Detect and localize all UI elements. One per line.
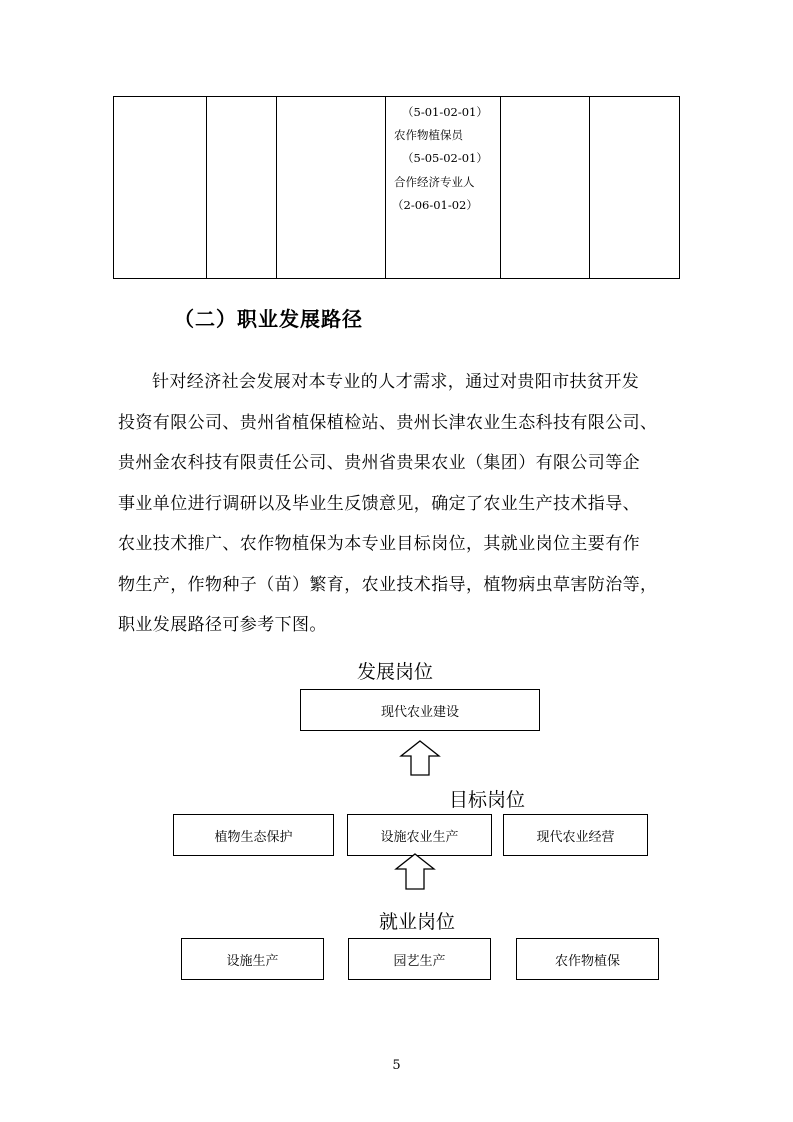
target-positions-title: 目标岗位 [449, 789, 526, 811]
paragraph-line: 物生产，作物种子（苗）繁育，农业技术指导，植物病虫草害防治等， [118, 574, 658, 595]
box-horticulture-production: 园艺生产 [348, 938, 491, 980]
table-column-divider [276, 97, 277, 278]
occupation-name-line: 合作经济专业人 [394, 174, 475, 189]
section-heading: （二）职业发展路径 [174, 307, 363, 331]
paragraph-line: 农业技术推广、农作物植保为本专业目标岗位，其就业岗位主要有作 [118, 534, 640, 554]
paragraph-line: 事业单位进行调研以及毕业生反馈意见，确定了农业生产技术指导、 [118, 493, 640, 514]
paragraph-line: 投资有限公司、贵州省植保植检站、贵州长津农业生态科技有限公司、 [118, 412, 658, 433]
box-facility-production: 设施生产 [181, 938, 324, 980]
table-column-divider [385, 97, 386, 278]
box-plant-ecology-protection: 植物生态保护 [173, 814, 334, 856]
career-table-fragment [113, 96, 680, 279]
occupation-code-line: （2-06-01-02） [392, 197, 478, 212]
page-number: 5 [392, 1058, 401, 1073]
occupation-code-line: （5-05-02-01） [402, 151, 488, 166]
up-arrow-icon [399, 740, 441, 776]
occupation-code-line: （5-01-02-01） [402, 105, 488, 119]
paragraph-line: 针对经济社会发展对本专业的人才需求，通过对贵阳市扶贫开发 [152, 372, 640, 392]
up-arrow-icon [394, 853, 436, 890]
box-facility-agriculture-production: 设施农业生产 [347, 814, 492, 856]
table-column-divider [206, 97, 207, 278]
table-column-divider [589, 97, 590, 278]
development-positions-title: 发展岗位 [357, 661, 434, 683]
paragraph-line: 职业发展路径可参考下图。 [118, 615, 327, 635]
box-modern-agriculture-construction: 现代农业建设 [300, 689, 540, 731]
occupation-name-line: 农作物植保员 [394, 128, 463, 143]
employment-positions-title: 就业岗位 [379, 911, 456, 933]
paragraph-line: 贵州金农科技有限责任公司、贵州省贵果农业（集团）有限公司等企 [118, 453, 640, 473]
box-modern-agriculture-management: 现代农业经营 [503, 814, 648, 856]
box-crop-protection: 农作物植保 [516, 938, 659, 980]
table-column-divider [500, 97, 501, 278]
body-paragraph [118, 362, 678, 646]
occupation-codes-cell [392, 101, 500, 217]
